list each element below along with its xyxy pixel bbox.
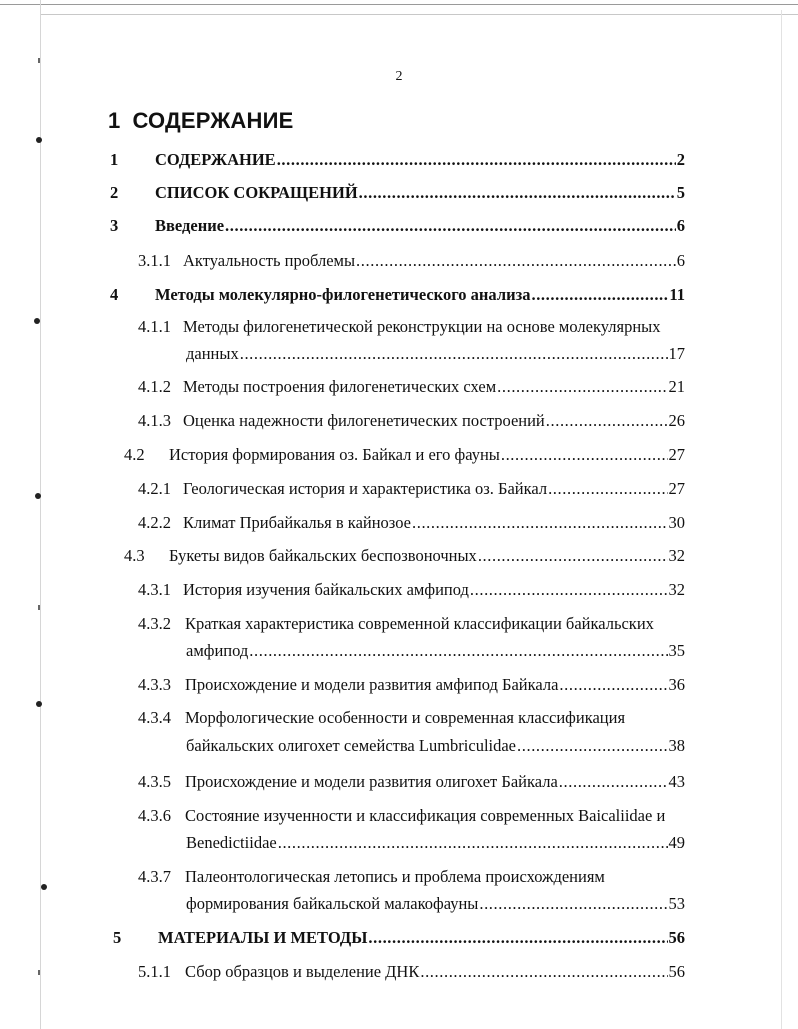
punch-hole-mark: [36, 137, 42, 143]
toc-entry-title: Оценка надежности филогенетических построений: [183, 411, 545, 430]
scan-speck: [38, 970, 40, 975]
toc-entry: [138, 251, 685, 271]
toc-entry-page: 35: [668, 641, 685, 660]
dot-leader: [559, 675, 667, 695]
toc-entry-number: 5: [113, 928, 122, 947]
dot-leader: [517, 736, 667, 756]
toc-entry-number: 5.1.1: [138, 962, 171, 981]
toc-entry-number: 3.1.1: [138, 251, 171, 270]
toc-entry: [124, 546, 685, 566]
toc-entry-page: 27: [668, 479, 685, 498]
toc-entry-number: 1: [110, 150, 119, 169]
dot-leader: [420, 962, 667, 982]
toc-entry-title-line1: Палеонтологическая летопись и проблема происхождениям: [185, 867, 605, 886]
toc-entry-page: 32: [668, 580, 685, 599]
toc-entry-title: Методы построения филогенетических схем: [183, 377, 497, 396]
toc-entry: [110, 285, 685, 305]
toc-entry-page: 11: [669, 285, 685, 304]
toc-entry-number: 3: [110, 216, 119, 235]
toc-entry-number: 4.3.2: [138, 614, 171, 633]
toc-entry-page: 26: [668, 411, 685, 430]
heading-number: 1: [108, 108, 121, 133]
dot-leader: [240, 344, 668, 364]
toc-entry-title: Актуальность проблемы: [183, 251, 356, 270]
toc-entry: [186, 833, 685, 853]
punch-hole-mark: [34, 318, 40, 324]
page-title: [108, 108, 293, 134]
toc-entry: [138, 580, 685, 600]
toc-entry: [186, 344, 685, 364]
punch-hole-mark: [41, 884, 47, 890]
toc-entry-title-line1: Методы филогенетической реконструкции на основе молекулярных: [183, 317, 661, 336]
toc-entry-page: 21: [668, 377, 685, 396]
toc-entry-title: Методы молекулярно-филогенетического анализа: [155, 285, 531, 304]
toc-entry-page: 56: [668, 928, 685, 947]
dot-leader: [249, 641, 667, 661]
toc-entry-title: Происхождение и модели развития амфипод Байкала: [185, 675, 559, 694]
dot-leader: [548, 479, 667, 499]
dot-leader: [559, 772, 668, 792]
toc-entry-title: Сбор образцов и выделение ДНК: [185, 962, 420, 981]
punch-hole-mark: [35, 493, 41, 499]
heading-text: СОДЕРЖАНИЕ: [132, 108, 294, 133]
toc-entry-page: 27: [668, 445, 685, 464]
toc-entry-number: 2: [110, 183, 119, 202]
dot-leader: [470, 580, 668, 600]
toc-entry-number: 4.2.1: [138, 479, 171, 498]
scan-edge-right: [781, 10, 782, 1029]
toc-entry: [138, 411, 685, 431]
toc-entry-title: Benedictiidae: [186, 833, 277, 852]
toc-entry-page: 53: [668, 894, 685, 913]
toc-entry-title: СПИСОК СОКРАЩЕНИЙ: [155, 183, 358, 202]
toc-entry-number: 4.1.2: [138, 377, 171, 396]
scan-edge-left: [40, 0, 41, 1029]
toc-entry-number: 4.3.5: [138, 772, 171, 791]
toc-entry-title: Происхождение и модели развития олигохет Байкала: [185, 772, 558, 791]
toc-entry: [110, 183, 685, 203]
toc-entry-page: 6: [676, 251, 685, 270]
toc-entry-page: 2: [676, 150, 685, 169]
toc-entry-title: амфипод: [186, 641, 249, 660]
dot-leader: [368, 928, 667, 948]
toc-entry-title: Геологическая история и характеристика оз. Байкал: [183, 479, 548, 498]
toc-entry-number: 4: [110, 285, 119, 304]
toc-entry-number: 4.3.6: [138, 806, 171, 825]
dot-leader: [479, 894, 667, 914]
toc-entry-number: 4.3.7: [138, 867, 171, 886]
toc-entry: [186, 641, 685, 661]
toc-entry-number: 4.3.4: [138, 708, 171, 727]
toc-entry-first-line: [138, 708, 626, 728]
dot-leader: [546, 411, 668, 431]
dot-leader: [278, 833, 668, 853]
scan-speck: [38, 58, 40, 63]
dot-leader: [497, 377, 667, 397]
toc-entry-title: История изучения байкальских амфипод: [183, 580, 469, 599]
toc-entry: [138, 513, 685, 533]
toc-entry: [138, 772, 685, 792]
toc-entry: [113, 928, 685, 948]
toc-entry-title: История формирования оз. Байкал и его фауны: [169, 445, 500, 464]
toc-entry-title: СОДЕРЖАНИЕ: [155, 150, 276, 169]
toc-entry-title: формирования байкальской малакофауны: [186, 894, 479, 913]
toc-entry-title: данных: [186, 344, 239, 363]
toc-entry-page: 6: [676, 216, 685, 235]
toc-entry-first-line: [138, 317, 661, 337]
dot-leader: [412, 513, 668, 533]
scan-edge-top-inner: [40, 14, 798, 15]
toc-entry-page: 32: [668, 546, 685, 565]
toc-entry-title-line1: Состояние изученности и классификация современных Baicaliidae и: [185, 806, 666, 825]
toc-entry-title: Климат Прибайкалья в кайнозое: [183, 513, 411, 532]
scan-speck: [38, 605, 40, 610]
toc-entry-number: 4.2.2: [138, 513, 171, 532]
toc-entry: [138, 962, 685, 982]
toc-entry-page: 36: [668, 675, 685, 694]
toc-entry-page: 38: [668, 736, 685, 755]
toc-entry-number: 4.3.1: [138, 580, 171, 599]
toc-entry-title-line1: Морфологические особенности и современная классификация: [185, 708, 626, 727]
toc-entry-first-line: [138, 614, 654, 634]
toc-entry: [186, 736, 685, 756]
toc-entry: [138, 675, 685, 695]
toc-entry-first-line: [138, 867, 605, 887]
dot-leader: [277, 150, 676, 170]
dot-leader: [531, 285, 668, 305]
dot-leader: [359, 183, 676, 203]
toc-entry: [124, 445, 685, 465]
toc-entry-number: 4.2: [124, 445, 145, 464]
toc-entry-title: байкальских олигохет семейства Lumbriculidae: [186, 736, 517, 755]
toc-entry-page: 56: [668, 962, 685, 981]
toc-entry: [138, 479, 685, 499]
page-number: 2: [395, 69, 403, 84]
toc-entry-page: 49: [668, 833, 685, 852]
toc-entry: [110, 150, 685, 170]
scan-edge-top: [0, 4, 798, 5]
punch-hole-mark: [36, 701, 42, 707]
dot-leader: [225, 216, 676, 236]
toc-entry-title: Введение: [155, 216, 225, 235]
toc-entry-title-line1: Краткая характеристика современной классификации байкальских: [185, 614, 654, 633]
dot-leader: [478, 546, 668, 566]
toc-entry-number: 4.1.1: [138, 317, 171, 336]
toc-entry-title: МАТЕРИАЛЫ И МЕТОДЫ: [158, 928, 368, 947]
toc-entry-title: Букеты видов байкальских беспозвоночных: [169, 546, 477, 565]
toc-entry-first-line: [138, 806, 666, 826]
toc-entry-number: 4.3.3: [138, 675, 171, 694]
toc-entry: [110, 216, 685, 236]
toc-entry-number: 4.1.3: [138, 411, 171, 430]
toc-entry: [186, 894, 685, 914]
toc-entry-page: 30: [668, 513, 685, 532]
toc-entry-number: 4.3: [124, 546, 145, 565]
toc-entry-page: 5: [676, 183, 685, 202]
dot-leader: [356, 251, 676, 271]
toc-entry: [138, 377, 685, 397]
toc-entry-page: 43: [668, 772, 685, 791]
toc-entry-page: 17: [668, 344, 685, 363]
dot-leader: [501, 445, 668, 465]
